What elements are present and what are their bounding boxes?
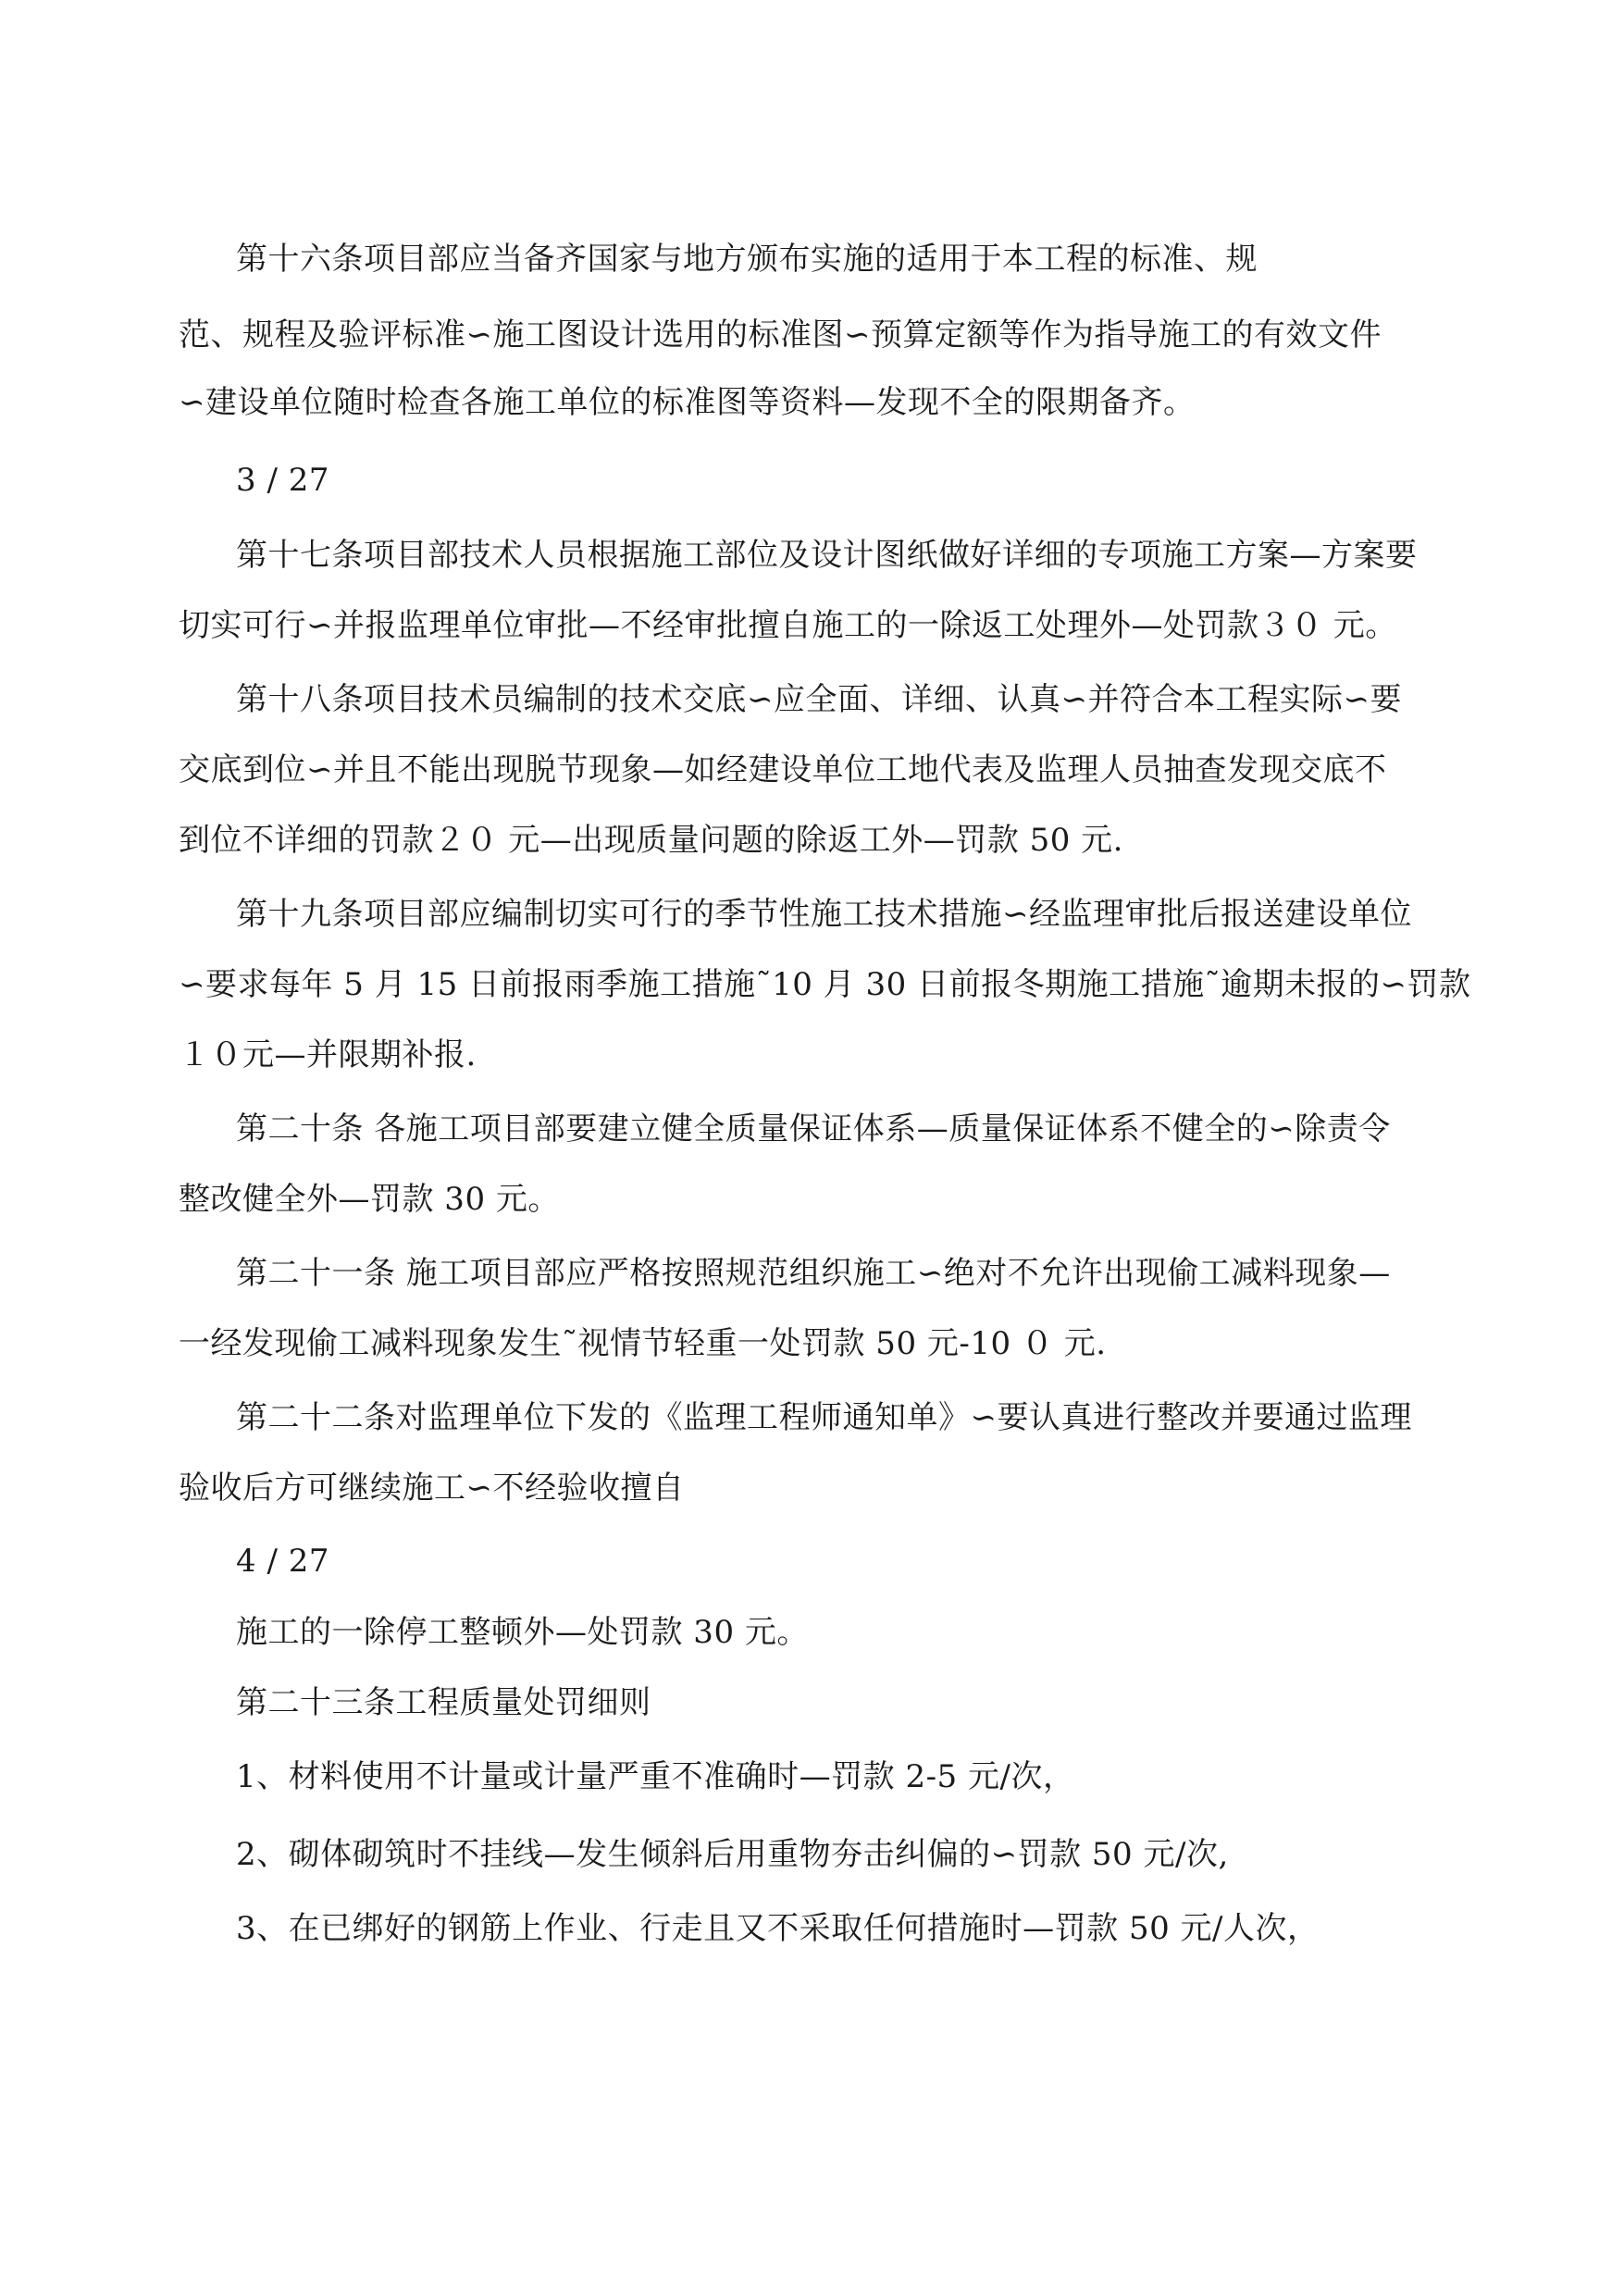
- text-line-3: ∽建设单位随时检查各施工单位的标准图等资料—发现不全的限期备齐。: [179, 384, 1196, 421]
- list-item-1: 1、材料使用不计量或计量严重不准确时—罚款 2-5 元/次，: [236, 1758, 1075, 1795]
- text-line-15: 一经发现偷工减料现象发生˜视情节轻重一处罚款 50 元-10 ０ 元.: [179, 1325, 1107, 1362]
- text-line-14: 第二十一条 施工项目部应严格按照规范组织施工∽绝对不允许出现偷工减料现象—: [236, 1255, 1391, 1292]
- text-line-16: 第二十二条对监理单位下发的《监理工程师通知单》∽要认真进行整改并要通过监理: [236, 1399, 1412, 1436]
- text-line-4: 第十七条项目部技术人员根据施工部位及设计图纸做好详细的专项施工方案—方案要: [236, 537, 1418, 574]
- text-line-2: 范、规程及验评标准∽施工图设计选用的标准图∽预算定额等作为指导施工的有效文件: [179, 316, 1382, 354]
- text-line-1: 第十六条项目部应当备齐国家与地方颁布实施的适用于本工程的标准、规: [236, 241, 1258, 278]
- section-heading: 第二十三条工程质量处罚细则: [236, 1684, 651, 1721]
- page-number: 3 / 27: [236, 462, 329, 499]
- text-line-10: ∽要求每年 5 月 15 日前报雨季施工措施˜10 月 30 日前报冬期施工措施˜逾期未报的∽罚款: [179, 966, 1471, 1003]
- text-line-9: 第十九条项目部应编制切实可行的季节性施工技术措施∽经监理审批后报送建设单位: [236, 896, 1412, 933]
- text-line-5: 切实可行∽并报监理单位审批—不经审批擅自施工的一除返工处理外—处罚款３０ 元。: [179, 607, 1397, 644]
- text-line-6: 第十八条项目技术员编制的技术交底∽应全面、详细、认真∽并符合本工程实际∽要: [236, 681, 1402, 718]
- text-line-18: 施工的一除停工整顿外—处罚款 30 元。: [236, 1614, 809, 1651]
- text-line-12: 第二十条 各施工项目部要建立健全质量保证体系—质量保证体系不健全的∽除责令: [236, 1110, 1391, 1148]
- text-line-17: 验收后方可继续施工∽不经验收擅自: [179, 1470, 685, 1507]
- text-line-11: １０元—并限期补报.: [179, 1036, 477, 1073]
- text-line-7: 交底到位∽并且不能出现脱节现象—如经建设单位工地代表及监理人员抽查发现交底不: [179, 751, 1387, 788]
- text-line-8: 到位不详细的罚款２０ 元—出现质量问题的除返工外—罚款 50 元.: [179, 822, 1123, 859]
- list-item-3: 3、在已绑好的钢筋上作业、行走且又不采取任何措施时—罚款 50 元/人次，: [236, 1910, 1320, 1947]
- list-item-2: 2、砌体砌筑时不挂线—发生倾斜后用重物夯击纠偏的∽罚款 50 元/次,: [236, 1836, 1229, 1873]
- text-line-13: 整改健全外—罚款 30 元。: [179, 1181, 560, 1218]
- page-number: 4 / 27: [236, 1543, 329, 1580]
